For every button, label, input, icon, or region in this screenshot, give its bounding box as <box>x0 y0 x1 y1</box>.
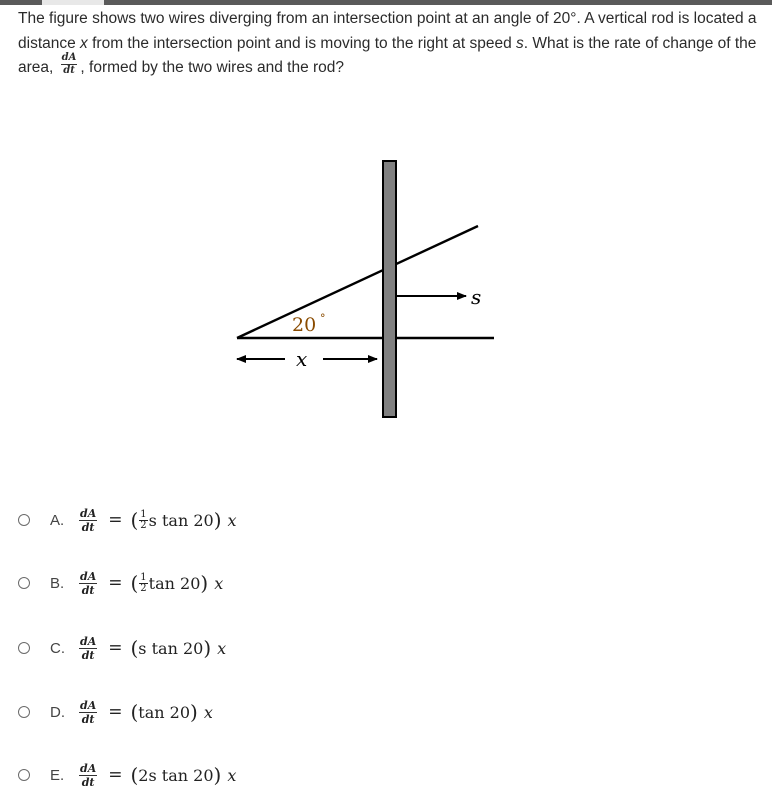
expression-tail: x <box>214 573 224 593</box>
radio-option-a[interactable] <box>18 514 30 526</box>
expression-body: tan 20 <box>148 573 201 593</box>
question-var-x: x <box>80 34 88 52</box>
expression-body: tan 20 <box>138 702 191 722</box>
half-fraction <box>139 510 147 531</box>
fraction-denominator: dt <box>81 775 95 789</box>
fraction-denominator: dt <box>81 712 95 726</box>
question-part-4: , formed by the two wires and the rod? <box>80 59 345 76</box>
open-paren: ( <box>130 700 139 724</box>
derivative-fraction <box>79 763 97 788</box>
close-paren: ) <box>190 700 198 724</box>
option-d-formula <box>76 700 213 725</box>
option-letter: E. <box>50 766 65 784</box>
question-part-3: . What is the rate of change of the area, <box>18 34 757 76</box>
option-b-formula <box>76 571 223 596</box>
equals-sign: = <box>108 573 123 593</box>
half-numerator: 1 <box>140 508 147 520</box>
open-paren: ( <box>130 763 139 787</box>
derivative-fraction <box>79 700 97 725</box>
open-paren: ( <box>130 508 139 532</box>
half-denominator: 2 <box>140 582 147 594</box>
radio-option-e[interactable] <box>18 769 30 781</box>
close-paren: ) <box>200 571 209 595</box>
fraction-denominator: dt <box>63 65 75 77</box>
equals-sign: = <box>108 638 123 658</box>
half-denominator: 2 <box>140 519 147 531</box>
derivative-fraction <box>79 571 97 596</box>
option-a-formula <box>76 508 237 533</box>
option-b[interactable] <box>18 566 223 600</box>
fraction-denominator: dt <box>81 648 95 662</box>
option-letter: B. <box>50 574 65 592</box>
option-d[interactable] <box>18 695 213 729</box>
close-paren: ) <box>213 763 222 787</box>
fraction-numerator: dA <box>80 761 97 775</box>
open-paren: ( <box>130 636 139 660</box>
equals-sign: = <box>108 702 123 722</box>
option-e[interactable] <box>18 758 236 792</box>
derivative-fraction <box>79 508 97 533</box>
half-fraction <box>139 573 147 594</box>
equals-sign: = <box>108 510 123 530</box>
option-letter: A. <box>50 511 65 529</box>
fraction-numerator: dA <box>80 506 97 520</box>
fraction-numerator: dA <box>61 52 77 64</box>
option-a[interactable] <box>18 503 237 537</box>
expression-tail: x <box>203 702 213 722</box>
half-numerator: 1 <box>140 571 147 583</box>
option-letter: C. <box>50 639 65 657</box>
option-c[interactable] <box>18 631 226 665</box>
degree-symbol: ° <box>320 312 326 325</box>
angle-label: 20 <box>292 314 317 336</box>
fraction-numerator: dA <box>80 634 97 648</box>
expression-body: s tan 20 <box>148 510 214 530</box>
radio-option-b[interactable] <box>18 577 30 589</box>
fraction-denominator: dt <box>81 520 95 534</box>
fraction-numerator: dA <box>80 698 97 712</box>
radio-option-d[interactable] <box>18 706 30 718</box>
open-paren: ( <box>130 571 139 595</box>
close-paren: ) <box>213 508 222 532</box>
expression-body: 2s tan 20 <box>138 765 214 785</box>
expression-tail: x <box>227 510 237 530</box>
vertical-rod <box>383 161 396 417</box>
question-var-s: s <box>516 34 524 52</box>
derivative-fraction <box>79 636 97 661</box>
speed-label-s: s <box>471 285 482 309</box>
equals-sign: = <box>108 765 123 785</box>
option-e-formula <box>76 763 236 788</box>
fraction-denominator: dt <box>81 583 95 597</box>
expression-body: s tan 20 <box>138 638 204 658</box>
close-paren: ) <box>203 636 212 660</box>
question-part-1: The figure shows two wires diverging from an intersection point at an angle of 20°. A vertical rod is located a distance <box>18 10 757 52</box>
expression-tail: x <box>217 638 227 658</box>
expression-tail: x <box>227 765 237 785</box>
radio-option-c[interactable] <box>18 642 30 654</box>
slanted-wire <box>237 226 478 338</box>
fraction-numerator: dA <box>80 569 97 583</box>
distance-label-x: x <box>296 347 308 371</box>
option-c-formula <box>76 636 226 661</box>
option-letter: D. <box>50 703 65 721</box>
question-part-2: from the intersection point and is moving to the right at speed <box>87 34 517 52</box>
